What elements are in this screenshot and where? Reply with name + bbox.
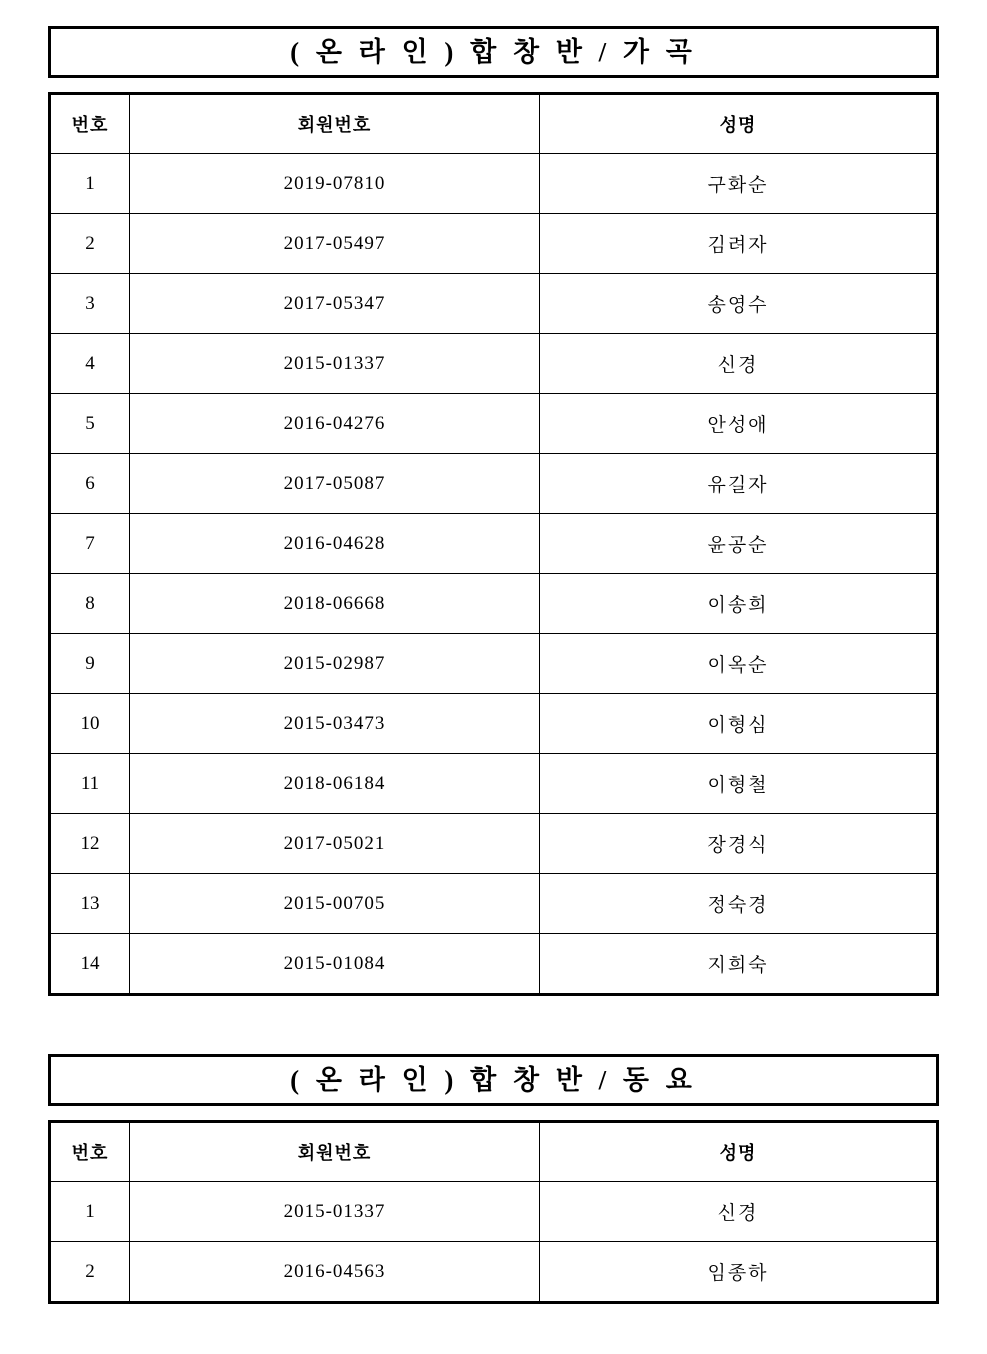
roster-table-2 — [48, 1120, 939, 1304]
table-row — [50, 694, 938, 754]
table-row — [50, 1182, 938, 1242]
cell-member-id: 2017-05497 — [130, 214, 540, 274]
cell-name: 장경식 — [540, 814, 938, 874]
cell-name: 윤공순 — [540, 514, 938, 574]
column-header-name: 성명 — [540, 1122, 938, 1182]
cell-member-id: 2015-03473 — [130, 694, 540, 754]
cell-name: 구화순 — [540, 154, 938, 214]
table-row — [50, 514, 938, 574]
cell-name: 이형심 — [540, 694, 938, 754]
page-title-2: ( 온 라 인 ) 합 창 반 / 동 요 — [290, 1064, 697, 1095]
section-title-box-2 — [48, 1054, 939, 1106]
column-header-member-id: 회원번호 — [130, 1122, 540, 1182]
table-row — [50, 454, 938, 514]
cell-member-id: 2015-02987 — [130, 634, 540, 694]
cell-name: 김려자 — [540, 214, 938, 274]
column-header-member-id: 회원번호 — [130, 94, 540, 154]
cell-number: 14 — [50, 934, 130, 995]
table-row — [50, 874, 938, 934]
roster-section-2 — [48, 1054, 939, 1304]
cell-name: 신경 — [540, 334, 938, 394]
cell-name: 신경 — [540, 1182, 938, 1242]
table-row — [50, 754, 938, 814]
table-row — [50, 274, 938, 334]
table-row — [50, 634, 938, 694]
cell-number: 7 — [50, 514, 130, 574]
roster-section-1 — [48, 26, 939, 996]
cell-number: 4 — [50, 334, 130, 394]
cell-number: 1 — [50, 1182, 130, 1242]
cell-number: 11 — [50, 754, 130, 814]
cell-number: 3 — [50, 274, 130, 334]
cell-name: 송영수 — [540, 274, 938, 334]
cell-member-id: 2016-04563 — [130, 1242, 540, 1303]
cell-number: 5 — [50, 394, 130, 454]
table-header-row — [50, 94, 938, 154]
cell-member-id: 2015-01337 — [130, 334, 540, 394]
cell-number: 13 — [50, 874, 130, 934]
cell-member-id: 2017-05021 — [130, 814, 540, 874]
column-header-number: 번호 — [50, 1122, 130, 1182]
table-row — [50, 814, 938, 874]
table-row — [50, 394, 938, 454]
cell-member-id: 2015-01337 — [130, 1182, 540, 1242]
page-title-1: ( 온 라 인 ) 합 창 반 / 가 곡 — [290, 36, 697, 67]
section-title-box-1 — [48, 26, 939, 78]
table-row — [50, 334, 938, 394]
roster-table-1 — [48, 92, 939, 996]
column-header-name: 성명 — [540, 94, 938, 154]
cell-name: 안성애 — [540, 394, 938, 454]
cell-name: 임종하 — [540, 1242, 938, 1303]
cell-name: 유길자 — [540, 454, 938, 514]
cell-member-id: 2019-07810 — [130, 154, 540, 214]
table-row — [50, 934, 938, 995]
cell-member-id: 2018-06668 — [130, 574, 540, 634]
cell-number: 9 — [50, 634, 130, 694]
cell-name: 지희숙 — [540, 934, 938, 995]
column-header-number: 번호 — [50, 94, 130, 154]
table-row — [50, 154, 938, 214]
cell-name: 이옥순 — [540, 634, 938, 694]
cell-name: 이송희 — [540, 574, 938, 634]
table-row — [50, 214, 938, 274]
table-row — [50, 574, 938, 634]
cell-member-id: 2018-06184 — [130, 754, 540, 814]
cell-number: 6 — [50, 454, 130, 514]
cell-number: 2 — [50, 214, 130, 274]
cell-number: 10 — [50, 694, 130, 754]
cell-number: 1 — [50, 154, 130, 214]
cell-name: 정숙경 — [540, 874, 938, 934]
cell-member-id: 2016-04628 — [130, 514, 540, 574]
cell-member-id: 2017-05347 — [130, 274, 540, 334]
table-row — [50, 1242, 938, 1303]
cell-member-id: 2016-04276 — [130, 394, 540, 454]
cell-number: 12 — [50, 814, 130, 874]
cell-name: 이형철 — [540, 754, 938, 814]
table-header-row — [50, 1122, 938, 1182]
cell-member-id: 2015-00705 — [130, 874, 540, 934]
cell-member-id: 2017-05087 — [130, 454, 540, 514]
cell-member-id: 2015-01084 — [130, 934, 540, 995]
cell-number: 8 — [50, 574, 130, 634]
cell-number: 2 — [50, 1242, 130, 1303]
